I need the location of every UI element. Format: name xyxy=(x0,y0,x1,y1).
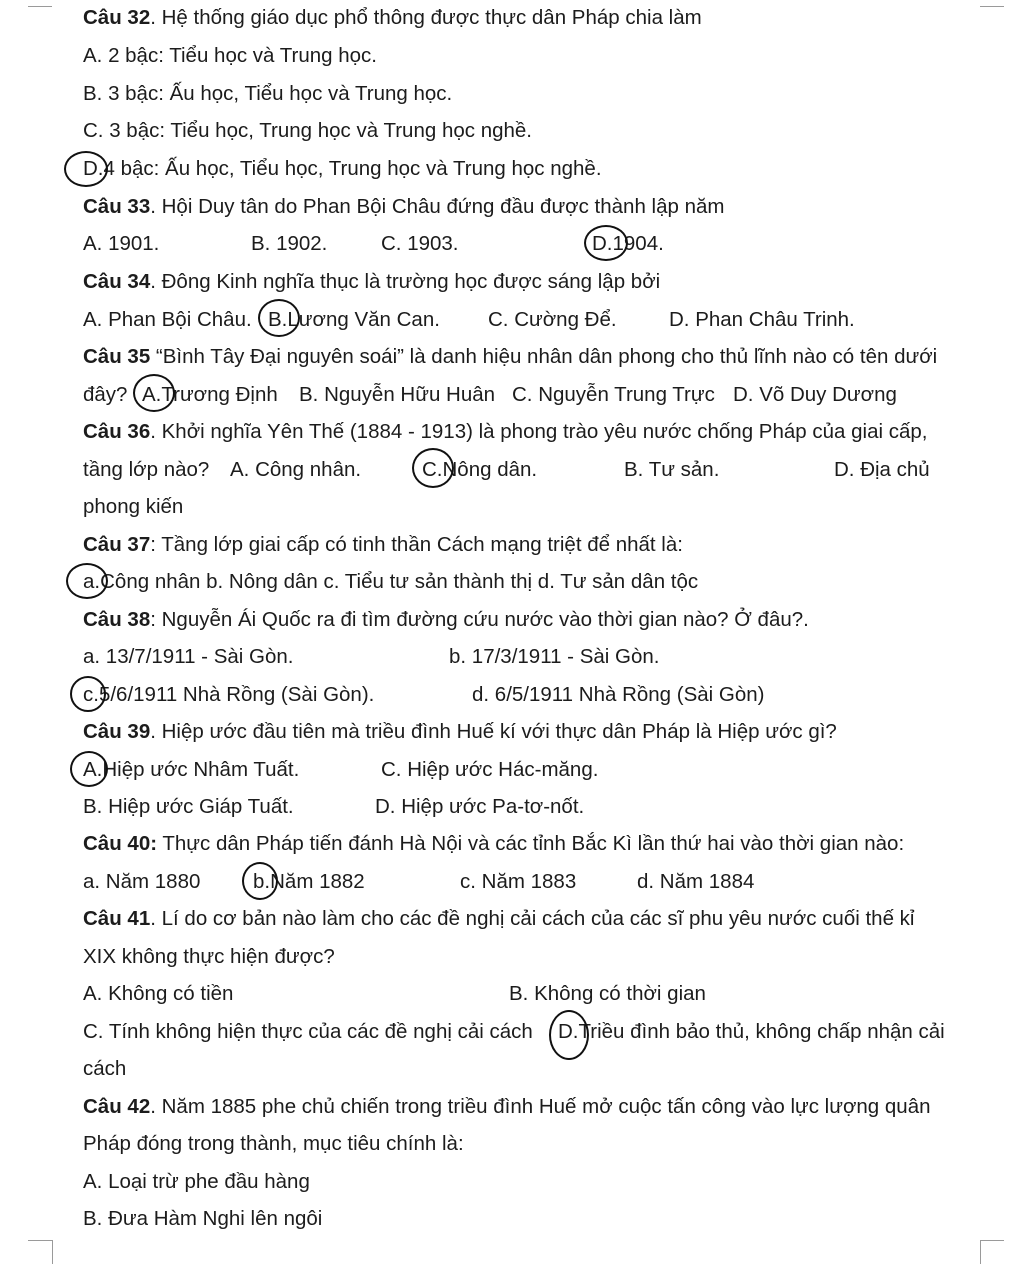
answer-text: 5/6/1911 Nhà Rồng (Sài Gòn). xyxy=(98,683,375,706)
question-text-continued: XIX không thực hiện được? xyxy=(83,945,335,968)
options-text: Công nhân b. Nông dân c. Tiểu tư sản thành thị d. Tư sản dân tộc xyxy=(100,570,699,593)
question-33 xyxy=(83,195,725,219)
option-d-continued: cách xyxy=(83,1057,127,1080)
question-text-continued: Pháp đóng trong thành, mục tiêu chính là: xyxy=(83,1132,464,1155)
options-line xyxy=(83,570,698,594)
option-d: d. 6/5/1911 Nhà Rồng (Sài Gòn) xyxy=(472,683,765,706)
question-label: Câu 37 xyxy=(83,533,151,556)
answer-text: 4 bậc: Ấu học, Tiểu học, Trung học và Trung học nghề. xyxy=(103,157,602,180)
answer-key: D. xyxy=(83,157,104,180)
option-d: d. Năm 1884 xyxy=(637,870,755,893)
option-b: B. Tư sản. xyxy=(624,458,720,481)
option-b: b. 17/3/1911 - Sài Gòn. xyxy=(449,645,660,668)
answer-key: a. xyxy=(83,570,101,593)
question-text: : Nguyễn Ái Quốc ra đi tìm đường cứu nước vào thời gian nào? Ở đâu?. xyxy=(150,608,809,631)
option-c: C. Nguyễn Trung Trực xyxy=(512,383,715,406)
answer-text: Năm 1882 xyxy=(270,870,365,893)
option-b: B. 3 bậc: Ấu học, Tiểu học và Trung học. xyxy=(83,82,453,105)
question-text: . Lí do cơ bản nào làm cho các đề nghị cải cách của các sĩ phu yêu nước cuối thế kỉ xyxy=(150,907,915,930)
page-corner-mark xyxy=(28,6,52,7)
option-b-selected xyxy=(253,870,365,894)
answer-key: A. xyxy=(142,383,162,406)
option-d: D. Phan Châu Trinh. xyxy=(669,308,855,331)
option-d-continued: phong kiến xyxy=(83,495,184,518)
question-label: Câu 38 xyxy=(83,608,151,631)
question-label: Câu 33 xyxy=(83,195,151,218)
option-b: B. 1902. xyxy=(251,232,328,255)
option-c: C. 1903. xyxy=(381,232,459,255)
question-text: . Năm 1885 phe chủ chiến trong triều đình Huế mở cuộc tấn công vào lực lượng quân xyxy=(150,1095,931,1118)
option-b: B. Hiệp ước Giáp Tuất. xyxy=(83,795,294,818)
answer-key: D. xyxy=(592,232,613,255)
option-d: D. Võ Duy Dương xyxy=(733,383,897,406)
question-40 xyxy=(83,832,904,856)
option-d-selected xyxy=(83,157,602,181)
question-label: Câu 39 xyxy=(83,720,151,743)
answer-key: C. xyxy=(422,458,443,481)
question-label: Câu 42 xyxy=(83,1095,151,1118)
option-c: C. Hiệp ước Hác-măng. xyxy=(381,758,599,781)
question-42 xyxy=(83,1095,931,1119)
question-label: Câu 35 xyxy=(83,345,151,368)
option-d: D. Hiệp ước Pa-tơ-nốt. xyxy=(375,795,585,818)
option-c-selected xyxy=(83,683,374,707)
question-38 xyxy=(83,608,809,632)
option-c-selected xyxy=(422,458,537,482)
question-36 xyxy=(83,420,927,444)
option-a: A. 1901. xyxy=(83,232,160,255)
option-b: B. Đưa Hàm Nghi lên ngôi xyxy=(83,1207,323,1230)
question-text: : Tầng lớp giai cấp có tinh thần Cách mạng triệt để nhất là: xyxy=(150,533,683,556)
answer-key: A. xyxy=(83,758,103,781)
question-39 xyxy=(83,720,837,744)
option-c: C. Cường Để. xyxy=(488,308,617,331)
answer-text: Nông dân. xyxy=(442,458,538,481)
question-label: Câu 34 xyxy=(83,270,151,293)
question-35 xyxy=(83,345,937,369)
question-text: . Khởi nghĩa Yên Thế (1884 - 1913) là phong trào yêu nước chống Pháp của giai cấp, xyxy=(150,420,928,443)
answer-text: Hiệp ước Nhâm Tuất. xyxy=(102,758,300,781)
question-label: Câu 40: xyxy=(83,832,158,855)
question-text: . Hiệp ước đầu tiên mà triều đình Huế kí với thực dân Pháp là Hiệp ước gì? xyxy=(150,720,837,743)
answer-text: Triều đình bảo thủ, không chấp nhận cải xyxy=(578,1020,945,1043)
option-a: A. Phan Bội Châu. xyxy=(83,308,252,331)
option-a: a. Năm 1880 xyxy=(83,870,201,893)
question-label: Câu 32 xyxy=(83,6,151,29)
option-a-selected xyxy=(142,383,278,407)
option-a: A. Không có tiền xyxy=(83,982,234,1005)
question-text: . Đông Kinh nghĩa thục là trường học được sáng lập bởi xyxy=(150,270,661,293)
question-41 xyxy=(83,907,914,931)
option-c: c. Năm 1883 xyxy=(460,870,577,893)
page-corner-mark xyxy=(980,1240,1004,1241)
answer-key: c. xyxy=(83,683,99,706)
question-34 xyxy=(83,270,660,294)
question-text: . Hệ thống giáo dục phổ thông được thực dân Pháp chia làm xyxy=(150,6,702,29)
option-d-selected xyxy=(558,1020,945,1044)
question-text: “Bình Tây Đại nguyên soái” là danh hiệu nhân dân phong cho thủ lĩnh nào có tên dưới xyxy=(150,345,938,368)
page-corner-mark xyxy=(980,6,1004,7)
option-b: B. Không có thời gian xyxy=(509,982,706,1005)
question-text: . Hội Duy tân do Phan Bội Châu đứng đầu được thành lập năm xyxy=(150,195,725,218)
option-b-selected xyxy=(268,308,440,332)
answer-key: B. xyxy=(268,308,288,331)
question-text-continued: tầng lớp nào? xyxy=(83,458,210,481)
page-corner-mark xyxy=(28,1240,52,1241)
option-a-selected xyxy=(83,758,299,782)
answer-text: Trương Định xyxy=(161,383,278,406)
question-label: Câu 41 xyxy=(83,907,151,930)
question-32 xyxy=(83,6,702,30)
answer-key: D. xyxy=(558,1020,579,1043)
option-a: A. Loại trừ phe đầu hàng xyxy=(83,1170,310,1193)
answer-key: b. xyxy=(253,870,271,893)
question-text-continued: đây? xyxy=(83,383,128,406)
option-a: a. 13/7/1911 - Sài Gòn. xyxy=(83,645,294,668)
option-a: A. 2 bậc: Tiểu học và Trung học. xyxy=(83,44,378,67)
option-d: D. Địa chủ xyxy=(834,458,930,481)
question-label: Câu 36 xyxy=(83,420,151,443)
option-c: C. 3 bậc: Tiểu học, Trung học và Trung học nghề. xyxy=(83,119,532,142)
option-d-selected xyxy=(592,232,664,256)
answer-text: Lương Văn Can. xyxy=(287,308,440,331)
option-c: C. Tính không hiện thực của các đề nghị cải cách xyxy=(83,1020,533,1043)
page-corner-mark xyxy=(52,1240,53,1264)
question-text: Thực dân Pháp tiến đánh Hà Nội và các tỉnh Bắc Kì lần thứ hai vào thời gian nào: xyxy=(157,832,905,855)
option-a: A. Công nhân. xyxy=(230,458,362,481)
page-corner-mark xyxy=(980,1240,981,1264)
option-b: B. Nguyễn Hữu Huân xyxy=(299,383,496,406)
answer-text: 1904. xyxy=(612,232,664,255)
question-37 xyxy=(83,533,683,557)
